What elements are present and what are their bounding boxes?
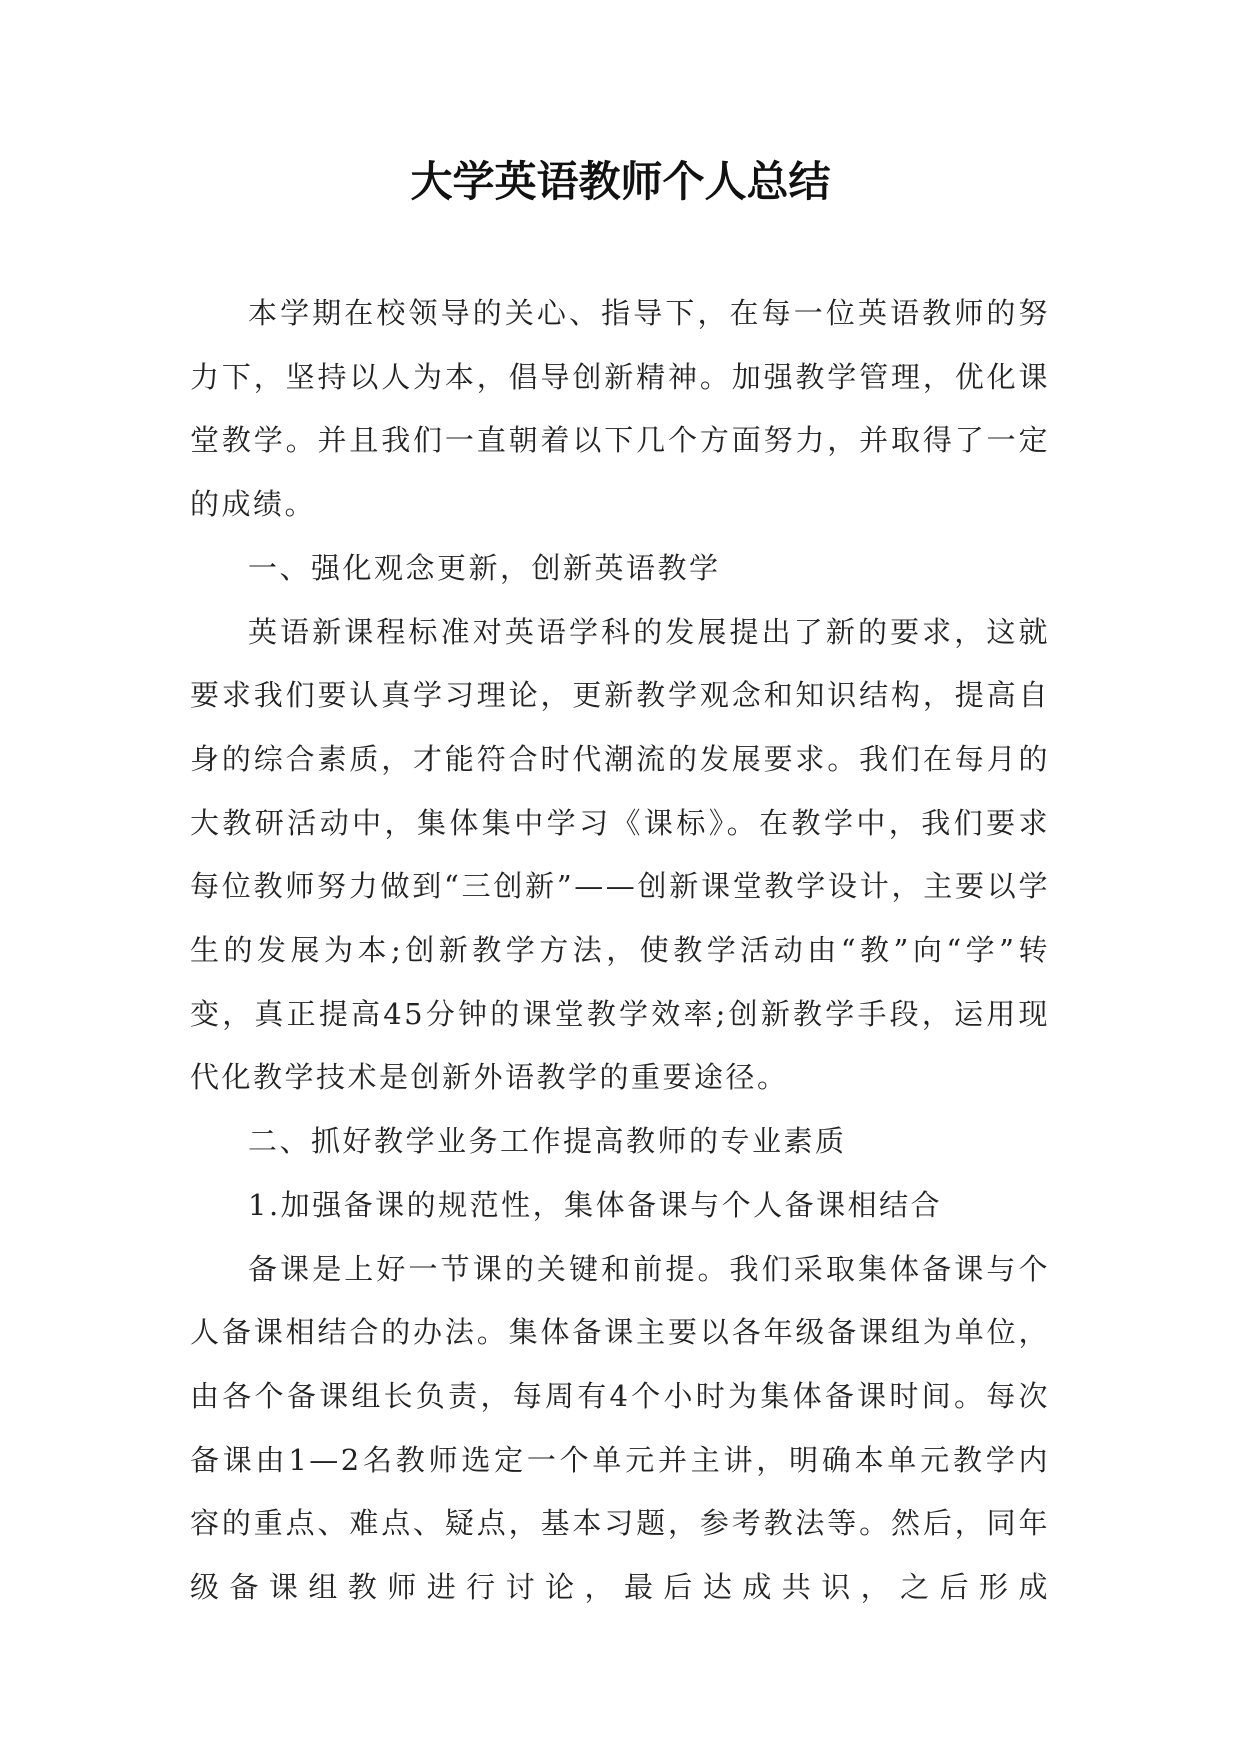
subsection-1-paragraph: 备课是上好一节课的关键和前提。我们采取集体备课与个人备课相结合的办法。集体备课主要以各年级备课组为单位，由各个备课组长负责，每周有4个小时为集体备课时间。每次备课由1—2名教师选定一个单元并主讲，明确本单元教学内容的重点、难点、疑点，基本习题，参考教法等。然后，同年级备课组教师进行讨论，最后达成共识，之后形成 <box>190 1251 1050 1605</box>
section-heading-2: 二、抓好教学业务工作提高教师的专业素质 <box>248 1124 847 1159</box>
section-heading-1: 一、强化观念更新，创新英语教学 <box>248 550 721 585</box>
document-title: 大学英语教师个人总结 <box>410 157 831 206</box>
subsection-heading-1: 1.加强备课的规范性，集体备课与个人备课相结合 <box>248 1187 943 1222</box>
section-1-paragraph: 英语新课程标准对英语学科的发展提出了新的要求，这就要求我们要认真学习理论，更新教学观念和知识结构，提高自身的综合素质，才能符合时代潮流的发展要求。我们在每月的大教研活动中，集体集中学习《课标》。在教学中，我们要求每位教师努力做到“三创新”——创新课堂教学设计，主要以学生的发展为本;创新教学方法，使教学活动由“教”向“学”转变，真正提高45分钟的课堂教学效率;创新教学手段，运用现代化教学技术是创新外语教学的重要途径。 <box>190 614 1050 1095</box>
document-body <box>190 282 1050 1620</box>
intro-paragraph: 本学期在校领导的关心、指导下，在每一位英语教师的努力下，坚持以人为本，倡导创新精神。加强教学管理，优化课堂教学。并且我们一直朝着以下几个方面努力，并取得了一定的成绩。 <box>190 296 1050 522</box>
